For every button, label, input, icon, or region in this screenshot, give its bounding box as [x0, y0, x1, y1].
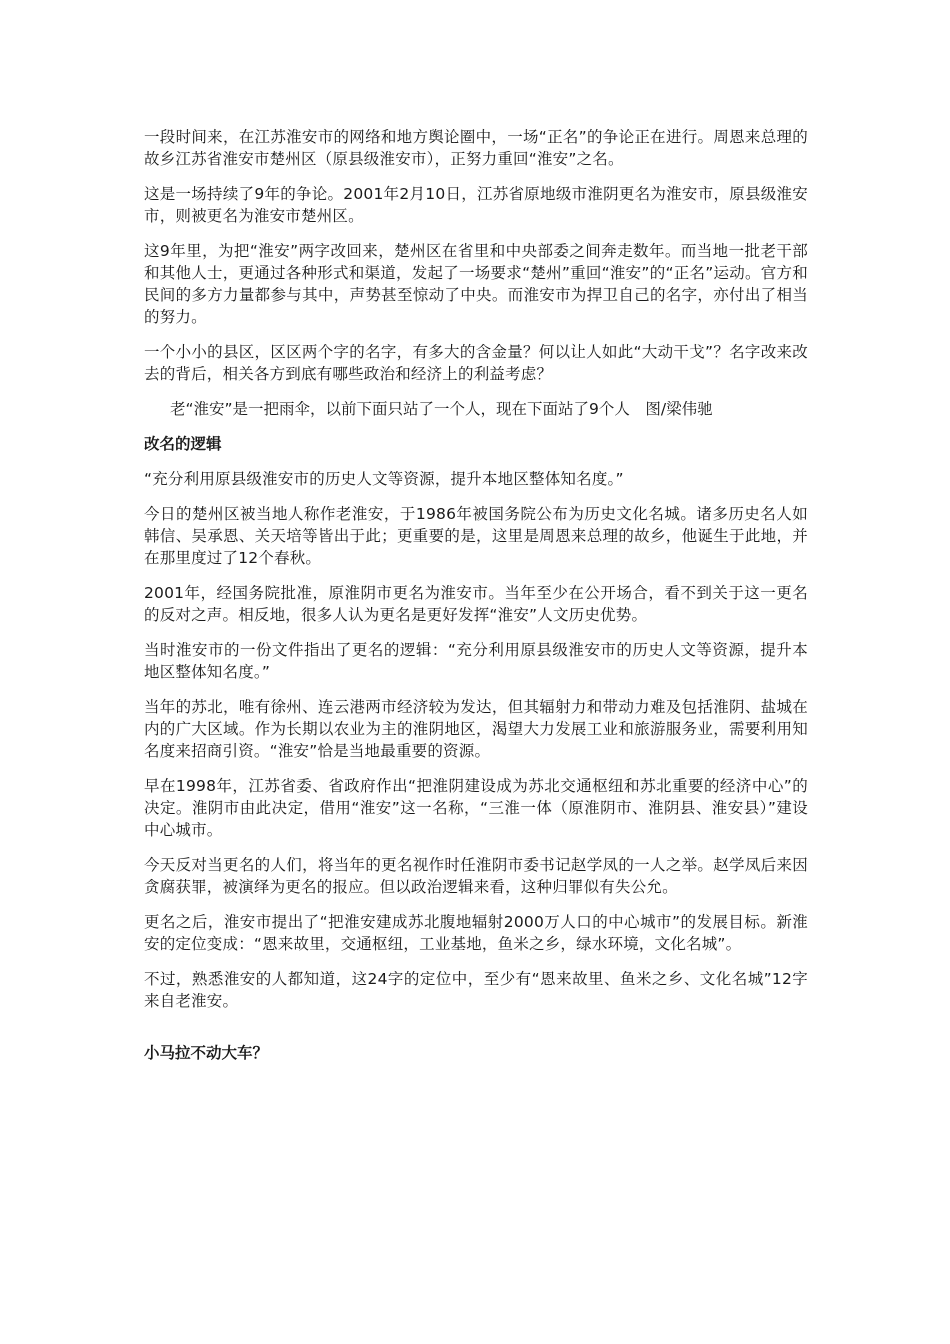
intro-paragraph-3: 这9年里，为把“淮安”两字改回来，楚州区在省里和中央部委之间奔走数年。而当地一批老干部和其他人士，更通过各种形式和渠道，发起了一场要求“楚州”重回“淮安”的“正名”运动。官方和民间的多方力量都参与其中，声势甚至惊动了中央。而淮安市为捍卫自己的名字，亦付出了相当的努力。	[144, 242, 808, 326]
intro-paragraph-1: 一段时间来，在江苏淮安市的网络和地方舆论圈中，一场“正名”的争论正在进行。周恩来总理的故乡江苏省淮安市楚州区（原县级淮安市），正努力重回“淮安”之名。	[144, 128, 808, 168]
body-paragraph-6: 早在1998年，江苏省委、省政府作出“把淮阴建设成为苏北交通枢纽和苏北重要的经济中心”的决定。淮阴市由此决定，借用“淮安”这一名称，“三淮一体（原淮阴市、淮阴县、淮安县）”建设中心城市。	[144, 777, 808, 839]
body-paragraph-9: 不过，熟悉淮安的人都知道，这24字的定位中，至少有“恩来故里、鱼米之乡、文化名城”12字来自老淮安。	[144, 970, 808, 1010]
body-paragraph-8: 更名之后，淮安市提出了“把淮安建成苏北腹地辐射2000万人口的中心城市”的发展目标。新淮安的定位变成：“恩来故里，交通枢纽，工业基地，鱼米之乡，绿水环境，文化名城”。	[144, 913, 808, 953]
section-heading-rename-logic: 改名的逻辑	[144, 435, 222, 453]
image-caption: 老“淮安”是一把雨伞，以前下面只站了一个人，现在下面站了9个人 图/梁伟驰	[170, 400, 713, 418]
body-paragraph-7: 今天反对当更名的人们，将当年的更名视作时任淮阴市委书记赵学凤的一人之举。赵学凤后来因贪腐获罪，被演绎为更名的报应。但以政治逻辑来看，这种归罪似有失公允。	[144, 856, 808, 896]
section-heading-small-horse: 小马拉不动大车？	[144, 1044, 269, 1062]
intro-paragraph-4: 一个小小的县区，区区两个字的名字，有多大的含金量？何以让人如此“大动干戈”？名字改来改去的背后，相关各方到底有哪些政治和经济上的利益考虑？	[144, 343, 808, 383]
body-paragraph-4: 当时淮安市的一份文件指出了更名的逻辑：“充分利用原县级淮安市的历史人文等资源，提升本地区整体知名度。”	[144, 641, 808, 681]
body-paragraph-3: 2001年，经国务院批准，原淮阴市更名为淮安市。当年至少在公开场合，看不到关于这一更名的反对之声。相反地，很多人认为更名是更好发挥“淮安”人文历史优势。	[144, 584, 808, 624]
body-paragraph-1: “充分利用原县级淮安市的历史人文等资源，提升本地区整体知名度。”	[144, 470, 624, 488]
document-page	[144, 126, 808, 1077]
body-paragraph-5: 当年的苏北，唯有徐州、连云港两市经济较为发达，但其辐射力和带动力难及包括淮阴、盐城在内的广大区域。作为长期以农业为主的淮阴地区，渴望大力发展工业和旅游服务业，需要利用知名度来招商引资。“淮安”恰是当地最重要的资源。	[144, 698, 808, 760]
intro-paragraph-2: 这是一场持续了9年的争论。2001年2月10日，江苏省原地级市淮阴更名为淮安市，原县级淮安市，则被更名为淮安市楚州区。	[144, 185, 808, 225]
body-paragraph-2: 今日的楚州区被当地人称作老淮安，于1986年被国务院公布为历史文化名城。诸多历史名人如韩信、吴承恩、关天培等皆出于此；更重要的是，这里是周恩来总理的故乡，他诞生于此地，并在那里度过了12个春秋。	[144, 505, 808, 567]
